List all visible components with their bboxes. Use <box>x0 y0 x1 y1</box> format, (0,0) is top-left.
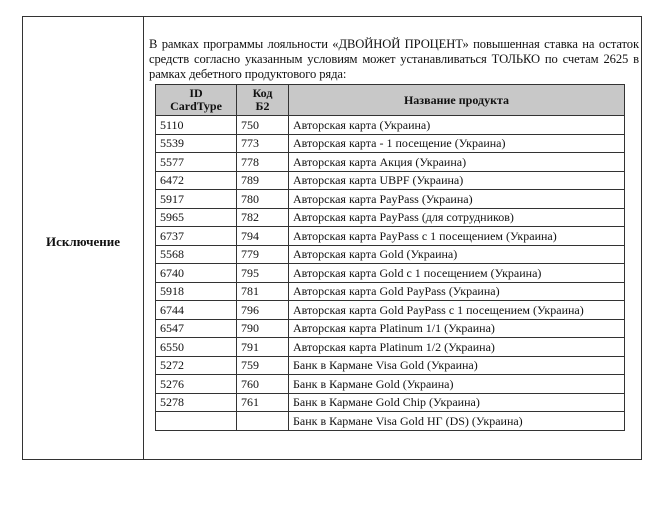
cell-id: 5917 <box>156 190 237 209</box>
cell-code: 795 <box>237 264 289 283</box>
cell-code: 779 <box>237 245 289 264</box>
cell-name: Авторская карта Gold с 1 посещением (Украина) <box>289 264 625 283</box>
cell-code: 773 <box>237 134 289 153</box>
cell-id: 6740 <box>156 264 237 283</box>
cell-name: Банк в Кармане Gold (Украина) <box>289 375 625 394</box>
cell-code: 782 <box>237 208 289 227</box>
table-row <box>156 319 625 338</box>
table-body <box>156 116 625 431</box>
cell-name: Авторская карта PayPass (для сотрудников) <box>289 208 625 227</box>
cell-id: 5276 <box>156 375 237 394</box>
table-row <box>156 134 625 153</box>
cell-id: 5965 <box>156 208 237 227</box>
document-frame <box>22 16 642 460</box>
table-row <box>156 338 625 357</box>
table-row <box>156 393 625 412</box>
cell-id: 6472 <box>156 171 237 190</box>
table-row <box>156 412 625 431</box>
table-row <box>156 282 625 301</box>
header-id-line2: CardType <box>170 99 222 113</box>
table-row <box>156 264 625 283</box>
cell-code: 789 <box>237 171 289 190</box>
cell-id: 5568 <box>156 245 237 264</box>
cell-id: 5918 <box>156 282 237 301</box>
table-row <box>156 208 625 227</box>
cell-name: Авторская карта Platinum 1/2 (Украина) <box>289 338 625 357</box>
section-label: Исключение <box>46 234 120 249</box>
header-code <box>237 85 289 116</box>
column-divider <box>143 17 144 459</box>
cell-code: 781 <box>237 282 289 301</box>
header-code-line1: Код <box>252 86 273 100</box>
cell-id: 5278 <box>156 393 237 412</box>
cell-code: 780 <box>237 190 289 209</box>
cell-name: Авторская карта PayPass (Украина) <box>289 190 625 209</box>
cell-id: 6547 <box>156 319 237 338</box>
cell-code: 778 <box>237 153 289 172</box>
table-header-row <box>156 85 625 116</box>
cell-code: 791 <box>237 338 289 357</box>
cell-name: Авторская карта PayPass с 1 посещением (Украина) <box>289 227 625 246</box>
header-id <box>156 85 237 116</box>
table-row <box>156 171 625 190</box>
cell-name: Банк в Кармане Visa Gold (Украина) <box>289 356 625 375</box>
cell-code: 750 <box>237 116 289 135</box>
intro-paragraph: В рамках программы лояльности «ДВОЙНОЙ ПРОЦЕНТ» повышенная ставка на остаток средств согласно указанным условиям может устанавливаться ТОЛЬКО по счетам 2625 в рамках дебетного продуктового ряда: <box>149 37 639 81</box>
cell-id: 6744 <box>156 301 237 320</box>
cell-code <box>237 412 289 431</box>
table-row <box>156 190 625 209</box>
cell-code: 790 <box>237 319 289 338</box>
cell-code: 794 <box>237 227 289 246</box>
cell-id <box>156 412 237 431</box>
cell-name: Авторская карта UBPF (Украина) <box>289 171 625 190</box>
table-row <box>156 301 625 320</box>
header-name: Название продукта <box>289 85 625 116</box>
cell-code: 759 <box>237 356 289 375</box>
cell-name: Авторская карта Gold PayPass с 1 посещением (Украина) <box>289 301 625 320</box>
cell-code: 761 <box>237 393 289 412</box>
cell-id: 5539 <box>156 134 237 153</box>
cell-name: Авторская карта Gold (Украина) <box>289 245 625 264</box>
product-table <box>155 84 625 431</box>
cell-id: 6737 <box>156 227 237 246</box>
section-content <box>149 37 639 431</box>
table-row <box>156 153 625 172</box>
header-code-line2: Б2 <box>255 99 270 113</box>
cell-name: Авторская карта Gold PayPass (Украина) <box>289 282 625 301</box>
table-row <box>156 245 625 264</box>
cell-id: 5110 <box>156 116 237 135</box>
cell-id: 5577 <box>156 153 237 172</box>
cell-name: Банк в Кармане Gold Chip (Украина) <box>289 393 625 412</box>
cell-name: Авторская карта (Украина) <box>289 116 625 135</box>
table-row <box>156 356 625 375</box>
table-row <box>156 116 625 135</box>
cell-name: Авторская карта Platinum 1/1 (Украина) <box>289 319 625 338</box>
cell-id: 5272 <box>156 356 237 375</box>
header-id-line1: ID <box>189 86 203 100</box>
cell-code: 796 <box>237 301 289 320</box>
cell-name: Авторская карта Акция (Украина) <box>289 153 625 172</box>
table-row <box>156 375 625 394</box>
table-row <box>156 227 625 246</box>
cell-id: 6550 <box>156 338 237 357</box>
cell-name: Авторская карта - 1 посещение (Украина) <box>289 134 625 153</box>
cell-name: Банк в Кармане Visa Gold НГ (DS) (Украина) <box>289 412 625 431</box>
cell-code: 760 <box>237 375 289 394</box>
